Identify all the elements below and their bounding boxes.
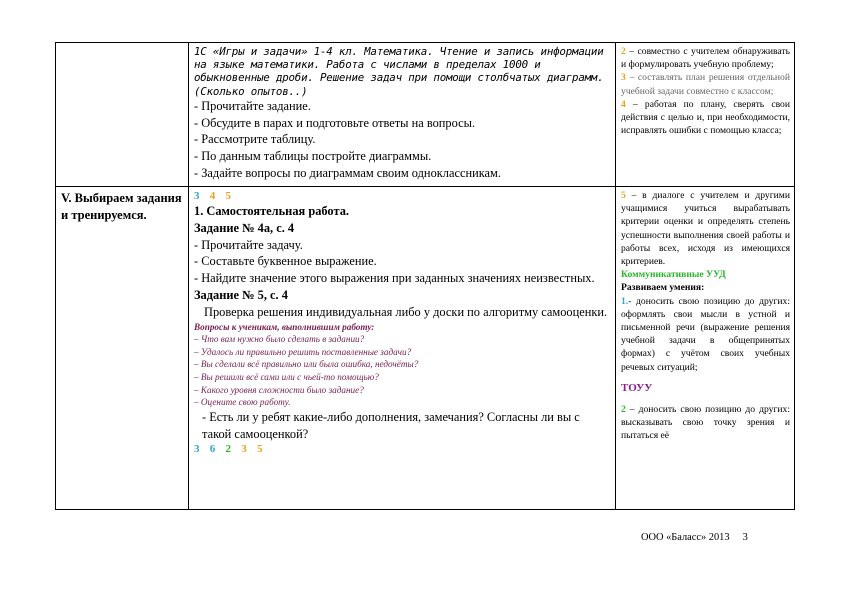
task-line: - Задайте вопросы по диаграммам своим одноклассникам.: [194, 166, 501, 180]
level-numbers-bottom: [194, 442, 611, 456]
level-numbers-top: [194, 189, 611, 203]
question-item: – Что вам нужно было сделать в задании?: [194, 334, 365, 345]
uud-subheading: Развиваем умения:: [621, 282, 705, 294]
uud-number: 5: [621, 190, 626, 201]
table-row: [56, 43, 795, 187]
question-item: – Вы сделали всё правильно или была ошибка, недочёты?: [194, 359, 419, 370]
task-line: - Прочитайте задачу.: [194, 237, 303, 252]
uud-cell: [616, 187, 795, 510]
task-text: Проверка решения индивидуальная либо у доски по алгоритму самооценки.: [204, 304, 608, 319]
question-item: – Какого уровня сложности было задание?: [194, 384, 364, 395]
uud-item: [621, 189, 790, 268]
task-line: - Составьте буквенное выражение.: [194, 254, 377, 269]
task-line: - Найдите значение этого выражения при заданных значениях неизвестных.: [194, 271, 595, 286]
task-line: - Рассмотрите таблицу.: [194, 132, 316, 147]
task-line: - Прочитайте задание.: [194, 98, 311, 113]
uud-label: ТОУУ: [621, 381, 653, 394]
level-number: 6: [209, 443, 216, 456]
page-number: 3: [742, 532, 748, 543]
uud-heading: Коммуникативные УУД: [621, 269, 726, 281]
uud-item: [621, 45, 790, 71]
publisher-text: ООО «Баласс» 2013: [641, 532, 730, 543]
uud-text: – составлять план решения отдельной учебной задачи совместно с классом;: [621, 72, 790, 97]
stage-label: [56, 43, 188, 46]
uud-text: – работая по плану, сверять свои действия с целью и, при необходимости, исправлять ошибки с помощью класса;: [621, 98, 790, 137]
uud-item: [621, 71, 790, 97]
question-item: – Удалось ли правильно решить поставленные задачи?: [194, 346, 412, 357]
level-number: 5: [225, 190, 232, 202]
stage-label: V. Выбираем задания и тренируемся.: [61, 191, 182, 222]
page-footer: [641, 532, 748, 543]
uud-text: – совместно с учителем обнаруживать и формулировать учебную проблему;: [621, 46, 790, 71]
uud-text: - доносить свою позицию до других: оформлять свои мысли в устной и письменной речи (выражение решения учебной задачи в общепринятых формах) с учётом своих учебных речевых ситуаций;: [621, 295, 790, 373]
table-row: [56, 187, 795, 510]
level-number: 2: [225, 443, 232, 456]
level-number: 3: [241, 443, 248, 456]
uud-number: 4: [621, 98, 626, 110]
uud-text: – доносить свою позицию до других: высказывать свою точку зрения и пытаться её: [621, 404, 790, 442]
stage-cell: [56, 187, 189, 510]
task-title: Задание № 4а, с. 4: [194, 220, 295, 235]
level-number: 5: [257, 443, 263, 456]
level-number: 3: [194, 190, 200, 202]
content-cell: [189, 43, 616, 187]
closing-question: - Есть ли у ребят какие-либо дополнения, замечания? Согласны ли вы с такой самооценкой?: [202, 409, 580, 441]
level-number: 3: [194, 443, 200, 456]
lesson-table: [55, 42, 795, 510]
uud-number: 2: [621, 46, 626, 57]
question-item: – Оцените свою работу.: [194, 397, 291, 408]
stage-cell: [56, 43, 189, 187]
software-intro: 1С «Игры и задачи» 1-4 кл. Математика. Чтение и запись информации на языке математики. Работа с числами в пределах 1000 и обыкновенные дроби. Решение задач при помощи столбчатых диаграмм. (Сколько опытов..): [194, 45, 604, 98]
uud-text: – в диалоге с учителем и другими учащимися учиться вырабатывать критерии оценки и определять степень успешности выполнения своей работы и работы всех, исходя из имеющихся критериев.: [621, 190, 790, 268]
uud-cell: [616, 43, 795, 187]
uud-item: [621, 98, 790, 138]
task-line: - По данным таблицы постройте диаграммы.: [194, 149, 432, 164]
uud-number: 3: [621, 72, 626, 84]
questions-heading: Вопросы к ученикам, выполнившим работу:: [194, 321, 375, 332]
section-heading: 1. Самостоятельная работа.: [194, 204, 349, 218]
level-number: 4: [209, 190, 216, 202]
task-title: Задание № 5, с. 4: [194, 287, 288, 302]
task-line: - Обсудите в парах и подготовьте ответы на вопросы.: [194, 115, 476, 130]
uud-item: [621, 295, 790, 374]
question-item: – Вы решили всё сами или с чьей-то помощью?: [194, 371, 379, 382]
uud-number: 1.: [621, 295, 629, 307]
content-cell: [189, 187, 616, 510]
uud-number: 2: [621, 404, 626, 416]
uud-item: [621, 403, 790, 443]
